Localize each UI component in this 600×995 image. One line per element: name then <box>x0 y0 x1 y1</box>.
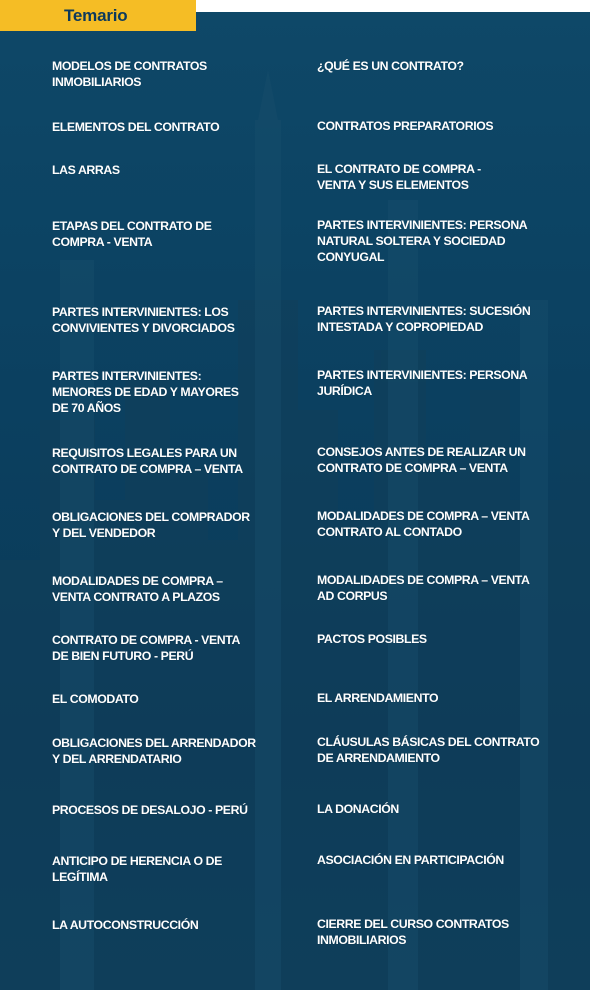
topic-item: ANTICIPO DE HERENCIA O DE LEGÍTIMA <box>52 854 222 884</box>
topic-item: MODALIDADES DE COMPRA – VENTA CONTRATO AL CONTADO <box>317 509 530 539</box>
topic-item: EL COMODATO <box>52 692 139 706</box>
topic-item: MODALIDADES DE COMPRA – VENTA CONTRATO A PLAZOS <box>52 574 223 604</box>
topic-item: PARTES INTERVINIENTES: MENORES DE EDAD Y MAYORES DE 70 AÑOS <box>52 369 239 415</box>
topic-item: MODELOS DE CONTRATOS INMOBILIARIOS <box>52 59 207 89</box>
topic-item: EL ARRENDAMIENTO <box>317 691 439 705</box>
topic-item: LA AUTOCONSTRUCCIÓN <box>52 918 199 932</box>
topic-item: EL CONTRATO DE COMPRA - VENTA Y SUS ELEMENTOS <box>317 162 481 192</box>
topic-item: PARTES INTERVINIENTES: PERSONA JURÍDICA <box>317 368 528 398</box>
temario-tab <box>0 0 196 31</box>
topic-item: CONTRATOS PREPARATORIOS <box>317 119 494 133</box>
topic-item: PACTOS POSIBLES <box>317 632 427 646</box>
topic-item: MODALIDADES DE COMPRA – VENTA AD CORPUS <box>317 573 530 603</box>
topic-item: CONTRATO DE COMPRA - VENTA DE BIEN FUTURO - PERÚ <box>52 633 240 663</box>
topic-item: LA DONACIÓN <box>317 802 399 816</box>
topic-item: CONSEJOS ANTES DE REALIZAR UN CONTRATO DE COMPRA – VENTA <box>317 445 526 475</box>
topic-item: ETAPAS DEL CONTRATO DE COMPRA - VENTA <box>52 219 212 249</box>
topic-item: PROCESOS DE DESALOJO - PERÚ <box>52 803 248 817</box>
topic-item: OBLIGACIONES DEL COMPRADOR Y DEL VENDEDOR <box>52 510 250 540</box>
topic-item: LAS ARRAS <box>52 163 120 177</box>
topic-item: REQUISITOS LEGALES PARA UN CONTRATO DE COMPRA – VENTA <box>52 446 243 476</box>
topic-item: CLÁUSULAS BÁSICAS DEL CONTRATO DE ARRENDAMIENTO <box>317 735 540 765</box>
right-white-edge <box>590 12 600 995</box>
tab-title: Temario <box>64 5 128 25</box>
topic-item: PARTES INTERVINIENTES: PERSONA NATURAL SOLTERA Y SOCIEDAD CONYUGAL <box>317 218 528 264</box>
topic-item: ELEMENTOS DEL CONTRATO <box>52 120 220 134</box>
top-white-strip <box>196 0 600 12</box>
bottom-white-edge <box>0 990 600 995</box>
topic-item: ¿QUÉ ES UN CONTRATO? <box>317 59 464 73</box>
topic-item: ASOCIACIÓN EN PARTICIPACIÓN <box>317 853 504 867</box>
topic-item: PARTES INTERVINIENTES: LOS CONVIVIENTES Y DIVORCIADOS <box>52 305 235 335</box>
topic-item: PARTES INTERVINIENTES: SUCESIÓN INTESTADA Y COPROPIEDAD <box>317 304 531 334</box>
topic-item: OBLIGACIONES DEL ARRENDADOR Y DEL ARRENDATARIO <box>52 736 256 766</box>
topic-item: CIERRE DEL CURSO CONTRATOS INMOBILIARIOS <box>317 917 509 947</box>
